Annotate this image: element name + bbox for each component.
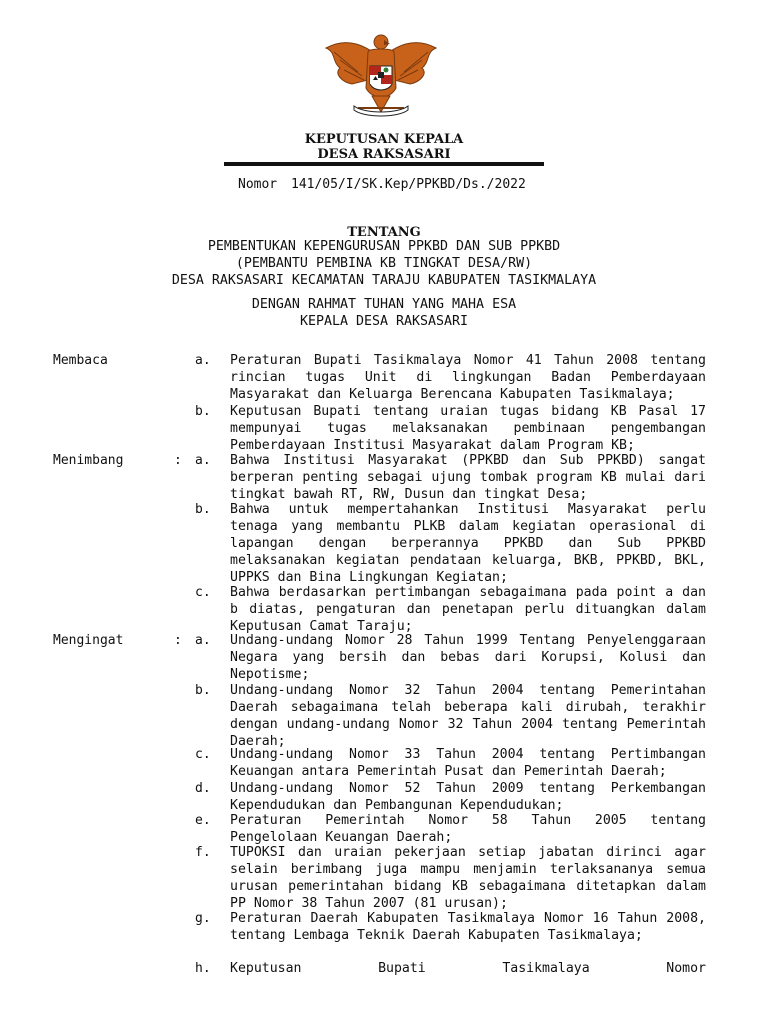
- mengingat-item-a: Undang-undang Nomor 28 Tahun 1999 Tentang Penyelenggaraan Negara yang bersih dan bebas dari Korupsi, Kolusi dan Nepotisme;: [230, 633, 706, 682]
- mengingat-item-g: Peraturan Daerah Kabupaten Tasikmalaya Nomor 16 Tahun 2008, tentang Lembaga Teknik Daerah Kabupaten Tasikmalaya;: [230, 911, 706, 943]
- mengingat-item-c: Undang-undang Nomor 33 Tahun 2004 tentang Pertimbangan Keuangan antara Pemerintah Pusat dan Pemerintah Daerah;: [230, 747, 706, 779]
- garuda-emblem-icon: [318, 28, 444, 128]
- tentang-line3: DESA RAKSASARI KECAMATAN TARAJU KABUPATEN TASIKMALAYA: [171, 273, 597, 288]
- document-title-line1: KEPUTUSAN KEPALA: [304, 132, 464, 147]
- mengingat-item-b: Undang-undang Nomor 32 Tahun 2004 tentang Pemerintahan Daerah sebagaimana telah beberapa kali dirubah, terakhir dengan undang-undang Nomor 32 Tahun 2004 tentang Pemerintah Daerah;: [230, 683, 706, 749]
- item-letter: b.: [195, 404, 211, 419]
- mengingat-item-e: Peraturan Pemerintah Nomor 58 Tahun 2005 tentang Pengelolaan Keuangan Daerah;: [230, 813, 706, 845]
- membaca-item-b: Keputusan Bupati tentang uraian tugas bidang KB Pasal 17 mempunyai tugas melaksanakan pembinaan pengembangan Pemberdayaan Institusi Masyarakat dalam Program KB;: [230, 404, 706, 453]
- tentang-heading: TENTANG: [347, 225, 421, 240]
- item-letter: e.: [195, 813, 211, 828]
- item-letter: g.: [195, 911, 211, 926]
- item-letter: c.: [195, 585, 211, 600]
- menimbang-item-c: Bahwa berdasarkan pertimbangan sebagaimana pada point a dan b diatas, pengaturan dan penetapan perlu dituangkan dalam Keputusan Camat Taraju;: [230, 585, 706, 634]
- menimbang-item-b: Bahwa untuk mempertahankan Institusi Masyarakat perlu tenaga yang membantu PLKB dalam kegiatan operasional di lapangan dengan berperannya PPKBD dan Sub PPKBD melaksanakan kegiatan pendataan keluarga, BKB, PPKBD, BKL, UPPKS dan Bina Lingkungan Kegiatan;: [230, 502, 706, 585]
- item-letter: a.: [195, 353, 211, 368]
- mengingat-item-f: TUPOKSI dan uraian pekerjaan setiap jabatan dirinci agar selain berimbang juga mampu menjamin terlaksananya semua urusan pemerintahan bidang KB sebagaimana ditetapkan dalam PP Nomor 38 Tahun 2007 (81 urusan);: [230, 845, 706, 911]
- tentang-line2: (PEMBANTU PEMBINA KB TINGKAT DESA/RW): [235, 256, 533, 271]
- section-colon: :: [174, 633, 182, 648]
- item-letter: c.: [195, 747, 211, 762]
- nomor-label: Nomor: [238, 177, 278, 192]
- section-label-membaca: Membaca: [53, 353, 108, 368]
- document-title-line2: DESA RAKSASARI: [317, 147, 451, 162]
- preamble-line1: DENGAN RAHMAT TUHAN YANG MAHA ESA: [251, 297, 517, 312]
- nomor-value: 141/05/I/SK.Kep/PPKBD/Ds./2022: [291, 177, 526, 192]
- item-letter: d.: [195, 781, 211, 796]
- membaca-item-a: Peraturan Bupati Tasikmalaya Nomor 41 Tahun 2008 tentang rincian tugas Unit di lingkungan Badan Pemberdayaan Masyarakat dan Keluarga Berencana Kabupaten Tasikmalaya;: [230, 353, 706, 402]
- section-colon: :: [174, 453, 182, 468]
- mengingat-item-d: Undang-undang Nomor 52 Tahun 2009 tentang Perkembangan Kependudukan dan Pembangunan Kependudukan;: [230, 781, 706, 813]
- item-letter: b.: [195, 502, 211, 517]
- title-underline: [224, 162, 544, 166]
- tentang-line1: PEMBENTUKAN KEPENGURUSAN PPKBD DAN SUB PPKBD: [207, 239, 561, 254]
- section-label-mengingat: Mengingat: [53, 633, 124, 648]
- item-letter: a.: [195, 453, 211, 468]
- item-letter: a.: [195, 633, 211, 648]
- item-letter: f.: [195, 845, 211, 860]
- item-letter: b.: [195, 683, 211, 698]
- menimbang-item-a: Bahwa Institusi Masyarakat (PPKBD dan Sub PPKBD) sangat berperan penting sebagai ujung tombak program KB mulai dari tingkat bawah RT, RW, Dusun dan tingkat Desa;: [230, 453, 706, 502]
- preamble-line2: KEPALA DESA RAKSASARI: [299, 314, 469, 329]
- mengingat-item-h: Keputusan Bupati Tasikmalaya Nomor: [230, 961, 706, 976]
- section-label-menimbang: Menimbang: [53, 453, 124, 468]
- item-letter: h.: [195, 961, 211, 976]
